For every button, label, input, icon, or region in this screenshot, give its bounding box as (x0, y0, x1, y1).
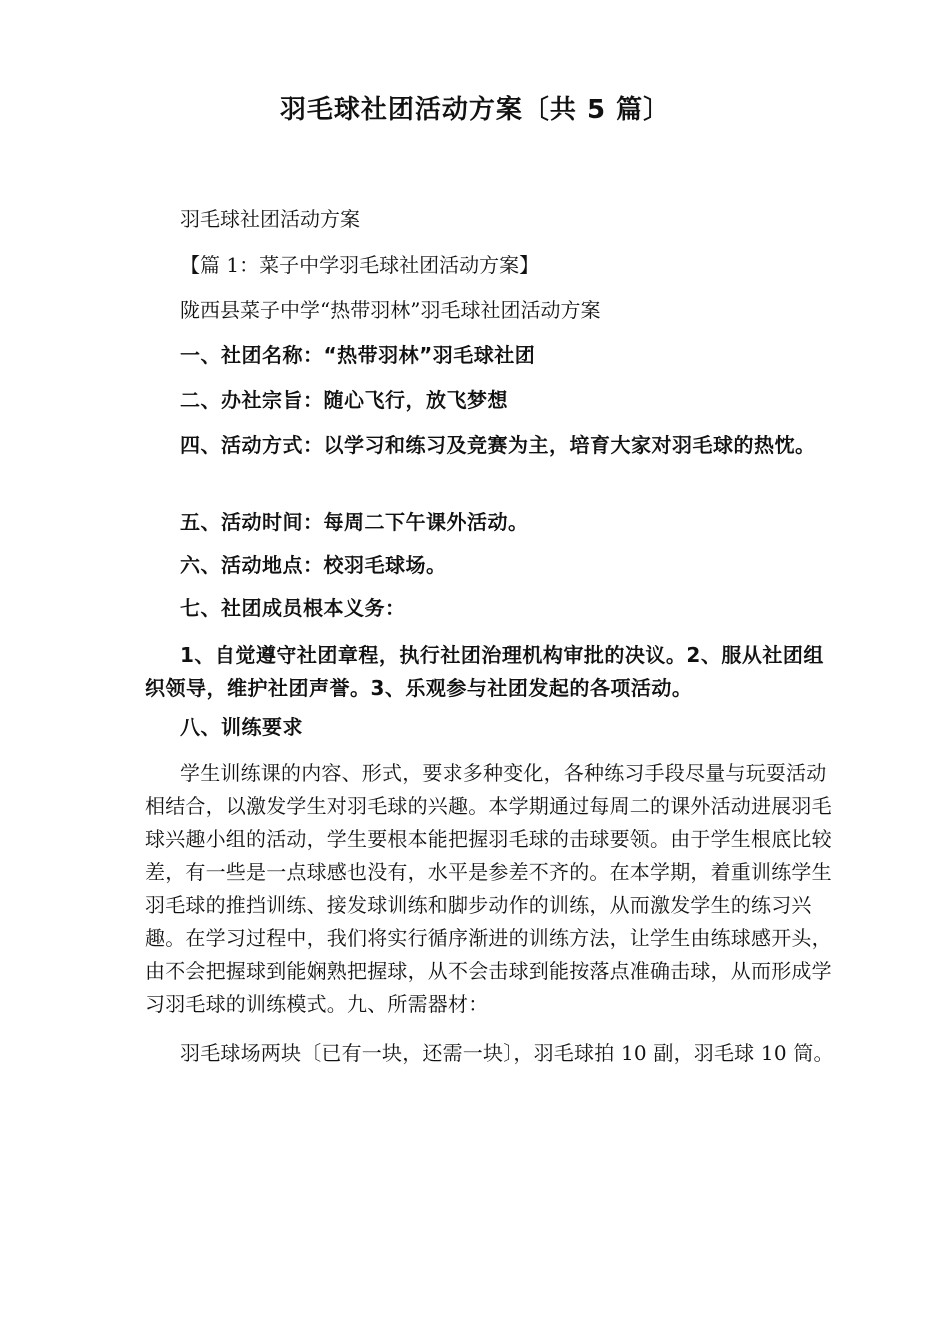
paragraph-club-plan-heading: 陇西县菜子中学“热带羽林”羽毛球社团活动方案 (180, 298, 601, 322)
paragraph-equipment: 羽毛球场两块〔已有一块，还需一块〕，羽毛球拍 10 副，羽毛球 10 筒。 (180, 1041, 834, 1065)
paragraph-duty-items: 1、自觉遵守社团章程，执行社团治理机构审批的决议。2、服从社团组织领导，维护社团声誉。3、乐观参与社团发起的各项活动。 (145, 643, 824, 700)
paragraph-member-duties: 七、社团成员根本义务： (180, 596, 406, 620)
document-title: 羽毛球社团活动方案〔共 5 篇〕 (279, 95, 671, 125)
paragraph-club-name: 一、社团名称：“热带羽林”羽毛球社团 (180, 343, 536, 367)
paragraph-training-requirements: 八、训练要求 (180, 715, 303, 739)
paragraph-activity-time: 五、活动时间：每周二下午课外活动。 (180, 510, 529, 534)
paragraph-club-purpose: 二、办社宗旨：随心飞行，放飞梦想 (180, 388, 508, 412)
paragraph-intro-title: 羽毛球社团活动方案 (180, 207, 360, 231)
paragraph-chapter-1: 【篇 1：菜子中学羽毛球社团活动方案】 (180, 253, 540, 277)
paragraph-training-body: 学生训练课的内容、形式，要求多种变化，各种练习手段尽量与玩耍活动相结合，以激发学生对羽毛球的兴趣。本学期通过每周二的课外活动进展羽毛球兴趣小组的活动，学生要根本能把握羽毛球的击球要领。由于学生根底比较差，有一些是一点球感也没有，水平是参差不齐的。在本学期，着重训练学生羽毛球的推挡训练、接发球训练和脚步动作的训练，从而激发学生的练习兴趣。在学习过程中，我们将实行循序渐进的训练方法，让学生由练球感开头，由不会把握球到能娴熟把握球，从不会击球到能按落点准确击球，从而形成学习羽毛球的训练模式。九、所需器材： (145, 761, 832, 1016)
paragraph-activity-place: 六、活动地点：校羽毛球场。 (180, 553, 447, 577)
paragraph-activity-method: 四、活动方式：以学习和练习及竞赛为主，培育大家对羽毛球的热忱。 (180, 433, 816, 457)
